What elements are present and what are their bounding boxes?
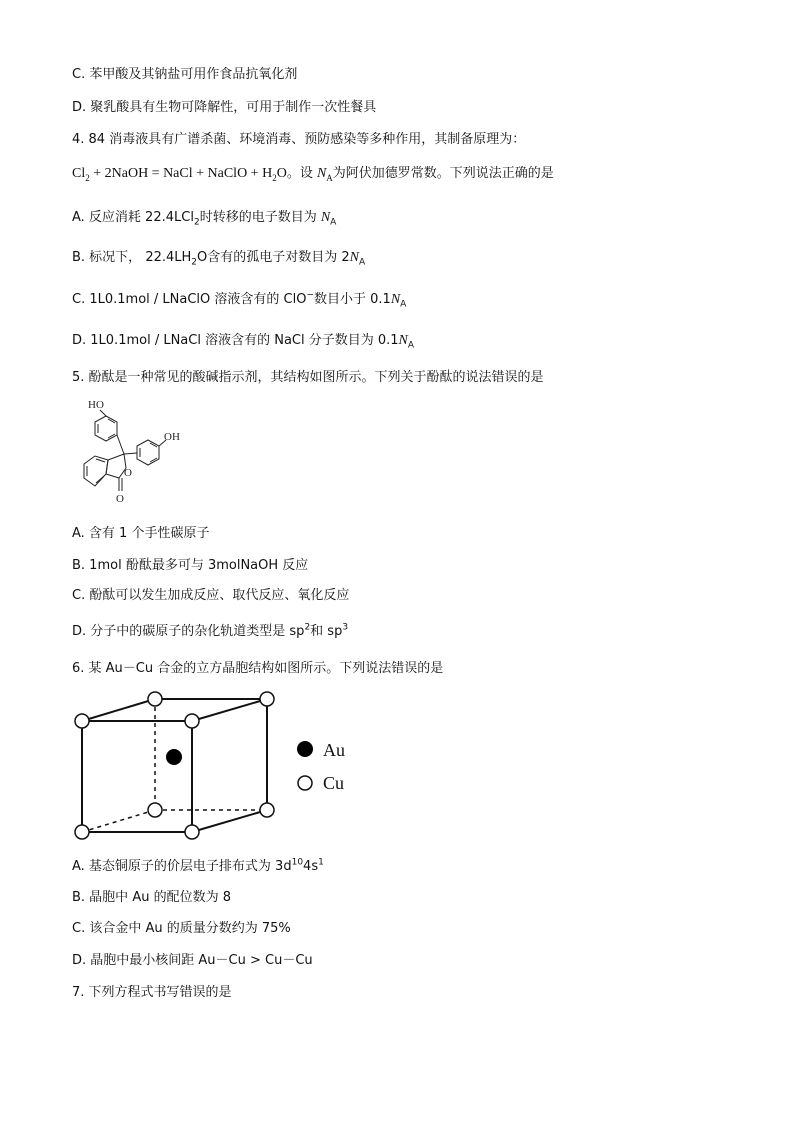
- option-3c: C. 苯甲酸及其钠盐可用作食品抗氧化剂: [72, 67, 298, 82]
- cu-atom: [148, 803, 162, 817]
- option-5b: B. 1mol 酚酞最多可与 3molNaOH 反应: [72, 558, 309, 573]
- option-3d: D. 聚乳酸具有生物可降解性，可用于制作一次性餐具: [72, 100, 377, 115]
- cu-atom: [185, 825, 199, 839]
- option-5a: A. 含有 1 个手性碳原子: [72, 526, 210, 541]
- question-4-stem: 4. 84 消毒液具有广谱杀菌、环境消毒、预防感染等多种作用，其制备原理为：: [72, 132, 526, 147]
- option-6c: C. 该合金中 Au 的质量分数约为 75%: [72, 921, 291, 936]
- cu-atom: [148, 692, 162, 706]
- cu-atom: [260, 692, 274, 706]
- option-6d: D. 晶胞中最小核间距 Au－Cu > Cu－Cu: [72, 953, 313, 968]
- option-5c: C. 酚酞可以发生加成反应、取代反应、氧化反应: [72, 588, 350, 603]
- au-legend-marker: [297, 741, 313, 757]
- hydroxyl-label-right: OH: [164, 431, 180, 443]
- option-6b: B. 晶胞中 Au 的配位数为 8: [72, 890, 231, 905]
- au-atom: [166, 749, 182, 765]
- option-5d: D. 分子中的碳原子的杂化轨道类型是 $sp^2$和 $sp^3$: [72, 622, 349, 639]
- ring-oxygen-label: O: [124, 467, 132, 479]
- question-7-stem: 7. 下列方程式书写错误的是: [72, 985, 232, 1000]
- au-legend-label: Au: [323, 740, 345, 760]
- cu-atom: [75, 825, 89, 839]
- question-6-stem: 6. 某 Au－Cu 合金的立方晶胞结构如图所示。下列说法错误的是: [72, 661, 444, 676]
- question-4-equation: $Cl_2$ + 2NaOH = NaCl + NaClO + $H_2O$。设 $N_A$为阿伏加德罗常数。下列说法正确的是: [72, 166, 554, 183]
- cu-atom: [75, 714, 89, 728]
- cu-legend-marker: [298, 776, 312, 790]
- option-4d: D. 1L0.1mol / LNaCl 溶液含有的 NaCl 分子数目为 $0.1N_A$: [72, 333, 415, 351]
- cu-atom: [185, 714, 199, 728]
- option-4a: A. 反应消耗 22.4LCl$_2$时转移的电子数目为 $N_A$: [72, 210, 337, 228]
- cu-legend-label: Cu: [323, 773, 345, 793]
- question-5-stem: 5. 酚酞是一种常见的酸碱指示剂，其结构如图所示。下列关于酚酞的说法错误的是: [72, 370, 544, 385]
- cu-atom: [260, 803, 274, 817]
- au-cu-unit-cell: [60, 688, 370, 848]
- option-6a: A. 基态铜原子的价层电子排布式为 $3d^{10}4s^1$: [72, 857, 324, 874]
- hydroxyl-label-top: HO: [88, 399, 104, 411]
- option-4b: B. 标况下， $22.4LH_2O$含有的孤电子对数目为 $2N_A$: [72, 250, 366, 268]
- option-4c: C. 1L0.1mol / LNaClO 溶液含有的 ClO−数目小于 $0.1N_A$: [72, 290, 407, 310]
- phenolphthalein-structure: [70, 396, 190, 512]
- carbonyl-oxygen-label: O: [116, 493, 124, 505]
